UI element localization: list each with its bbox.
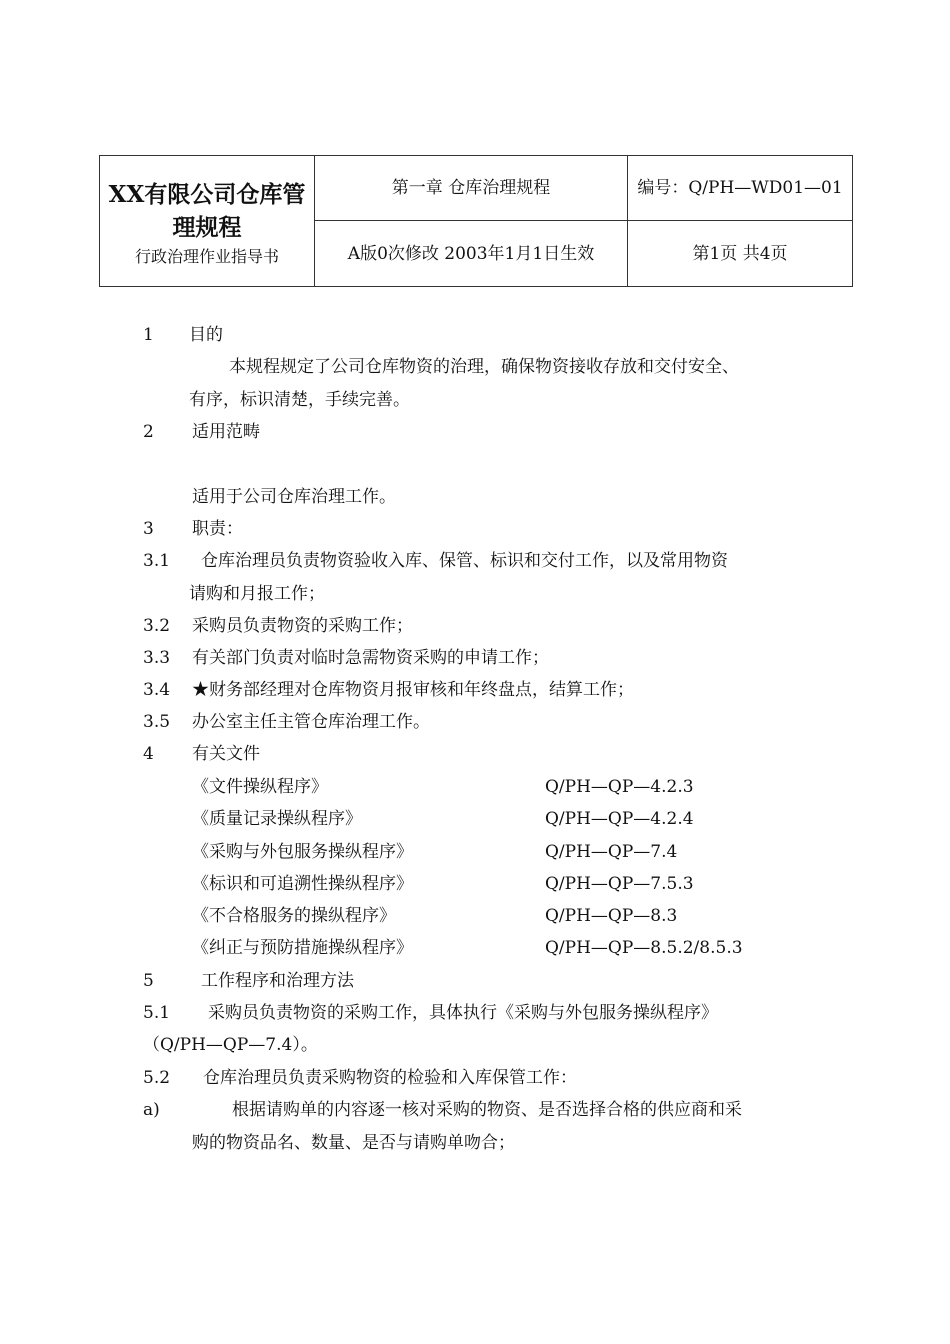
related-document-name: 《采购与外包服务操纵程序》 [192, 842, 413, 862]
item-label: a) [143, 1100, 160, 1120]
paragraph-line: 购的物资品名、数量、是否与请购单吻合； [192, 1133, 515, 1153]
page-info: 第1页 共4页 [628, 221, 853, 287]
section-title: 职责： [192, 519, 243, 539]
paragraph-line: 有序，标识清楚，手续完善。 [189, 390, 410, 410]
company-cell [100, 156, 315, 287]
document-subtitle: 行政治理作业指导书 [134, 247, 279, 266]
section-number: 4 [143, 744, 154, 764]
paragraph-line: 适用于公司仓库治理工作。 [192, 487, 396, 507]
clause-number: 5.1 [143, 1003, 171, 1023]
chapter-title: 第一章 仓库治理规程 [315, 156, 628, 221]
related-document-name: 《纠正与预防措施操纵程序》 [192, 938, 413, 958]
related-document-name: 《不合格服务的操纵程序》 [192, 906, 396, 926]
related-document-code: Q/PH—QP—7.4 [545, 842, 678, 862]
section-title: 目的 [189, 325, 223, 345]
section-number: 3 [143, 519, 154, 539]
related-document-name: 《标识和可追溯性操纵程序》 [192, 874, 413, 894]
paragraph-line: 请购和月报工作； [189, 584, 325, 604]
company-title: XX有限公司仓库管理规程 [108, 181, 306, 241]
clause-number: 3.2 [143, 616, 171, 636]
clause-text: 采购员负责物资的采购工作，具体执行《采购与外包服务操纵程序》 [208, 1003, 718, 1023]
clause-number: 3.3 [143, 648, 171, 668]
clause-number: 5.2 [143, 1068, 171, 1088]
paragraph-line: （Q/PH—QP—7.4）。 [143, 1035, 318, 1055]
clause-text: 仓库治理员负责采购物资的检验和入库保管工作： [203, 1068, 577, 1088]
related-document-code: Q/PH—QP—4.2.3 [545, 777, 694, 797]
section-number: 1 [143, 325, 154, 345]
related-document-code: Q/PH—QP—8.3 [545, 906, 678, 926]
clause-number: 3.5 [143, 712, 171, 732]
clause-text: 有关部门负责对临时急需物资采购的申请工作； [192, 648, 549, 668]
clause-text: 仓库治理员负责物资验收入库、保管、标识和交付工作，以及常用物资 [201, 551, 728, 571]
section-title: 适用范畴 [192, 422, 260, 442]
item-text: 根据请购单的内容逐一核对采购的物资、是否选择合格的供应商和采 [232, 1100, 742, 1120]
related-document-code: Q/PH—QP—8.5.2/8.5.3 [545, 938, 743, 958]
section-number: 2 [143, 422, 154, 442]
clause-text: ★财务部经理对仓库物资月报审核和年终盘点，结算工作； [192, 680, 634, 700]
document-number: 编号：Q/PH—WD01—01 [628, 156, 853, 221]
related-document-name: 《质量记录操纵程序》 [192, 809, 362, 829]
related-document-code: Q/PH—QP—4.2.4 [545, 809, 694, 829]
clause-number: 3.4 [143, 680, 171, 700]
section-title: 有关文件 [192, 744, 260, 764]
section-number: 5 [143, 971, 154, 991]
related-document-code: Q/PH—QP—7.5.3 [545, 874, 694, 894]
clause-text: 采购员负责物资的采购工作； [192, 616, 413, 636]
clause-text: 办公室主任主管仓库治理工作。 [192, 712, 430, 732]
section-title: 工作程序和治理方法 [201, 971, 354, 991]
clause-number: 3.1 [143, 551, 171, 571]
header-table [99, 155, 853, 287]
related-document-name: 《文件操纵程序》 [192, 777, 328, 797]
paragraph-line: 本规程规定了公司仓库物资的治理，确保物资接收存放和交付安全、 [229, 357, 739, 377]
revision-info: A版0次修改 2003年1月1日生效 [315, 221, 628, 287]
